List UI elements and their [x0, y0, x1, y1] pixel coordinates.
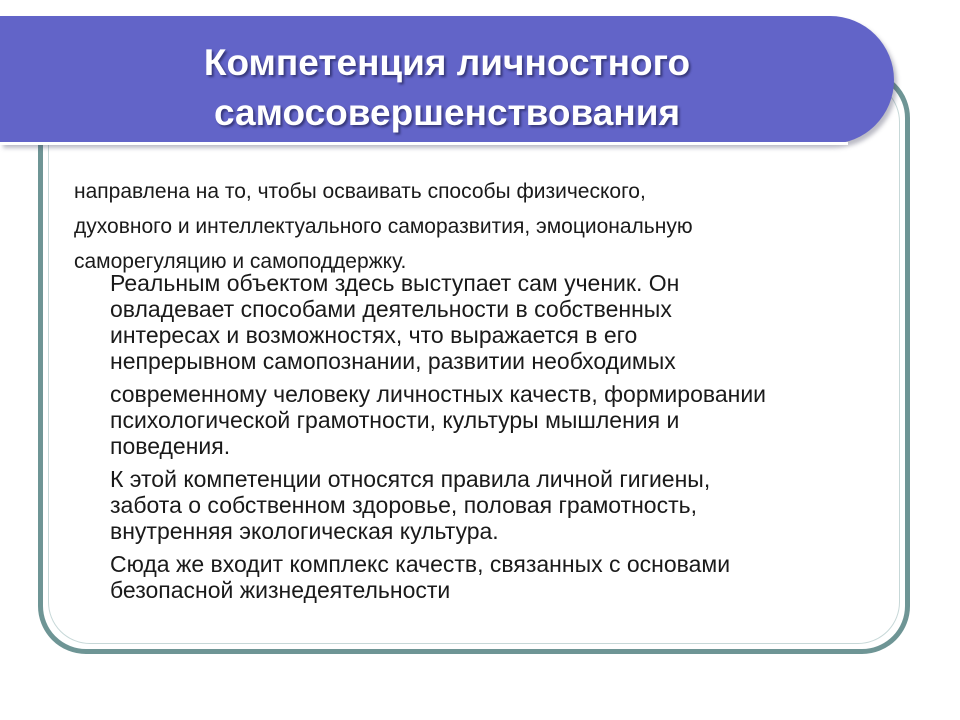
paragraph-line: безопасной жизнедеятельности — [110, 577, 451, 603]
intro-line: духовного и интеллектуального саморазвития, эмоциональную — [74, 215, 693, 238]
page-title-line: самосовершенствования — [213, 92, 681, 133]
paragraph-line: современному человеку личностных качеств, формировании — [110, 381, 767, 407]
page-title-line: Компетенция личностного — [203, 42, 691, 83]
intro-paragraph — [74, 174, 874, 279]
details-paragraph-hygiene — [110, 466, 900, 544]
paragraph-line: непрерывном самопознании, развитии необходимых — [110, 348, 676, 374]
details-list — [110, 270, 900, 603]
details-paragraph-student — [110, 270, 900, 374]
paragraph-line: Реальным объектом здесь выступает сам ученик. Он — [110, 270, 680, 296]
page-title — [0, 38, 894, 138]
paragraph-line: овладевает способами деятельности в собственных — [110, 296, 672, 322]
paragraph-line: К этой компетенции относятся правила личной гигиены, — [110, 466, 711, 492]
intro-line: направлена на то, чтобы осваивать способы физического, — [74, 180, 646, 203]
details-paragraph-qualities — [110, 381, 900, 459]
paragraph-line: психологической грамотности, культуры мышления и — [110, 407, 680, 433]
paragraph-line: поведения. — [110, 433, 231, 459]
title-underline — [0, 142, 848, 145]
paragraph-line: внутренняя экологическая культура. — [110, 518, 499, 544]
title-band — [0, 16, 894, 144]
intro-line: саморегуляцию и самоподдержку. — [74, 250, 407, 273]
details-paragraph-safety — [110, 551, 900, 603]
paragraph-line: забота о собственном здоровье, половая грамотность, — [110, 492, 698, 518]
paragraph-line: Сюда же входит комплекс качеств, связанных с основами — [110, 551, 731, 577]
paragraph-line: интересах и возможностях, что выражается в его — [110, 322, 638, 348]
